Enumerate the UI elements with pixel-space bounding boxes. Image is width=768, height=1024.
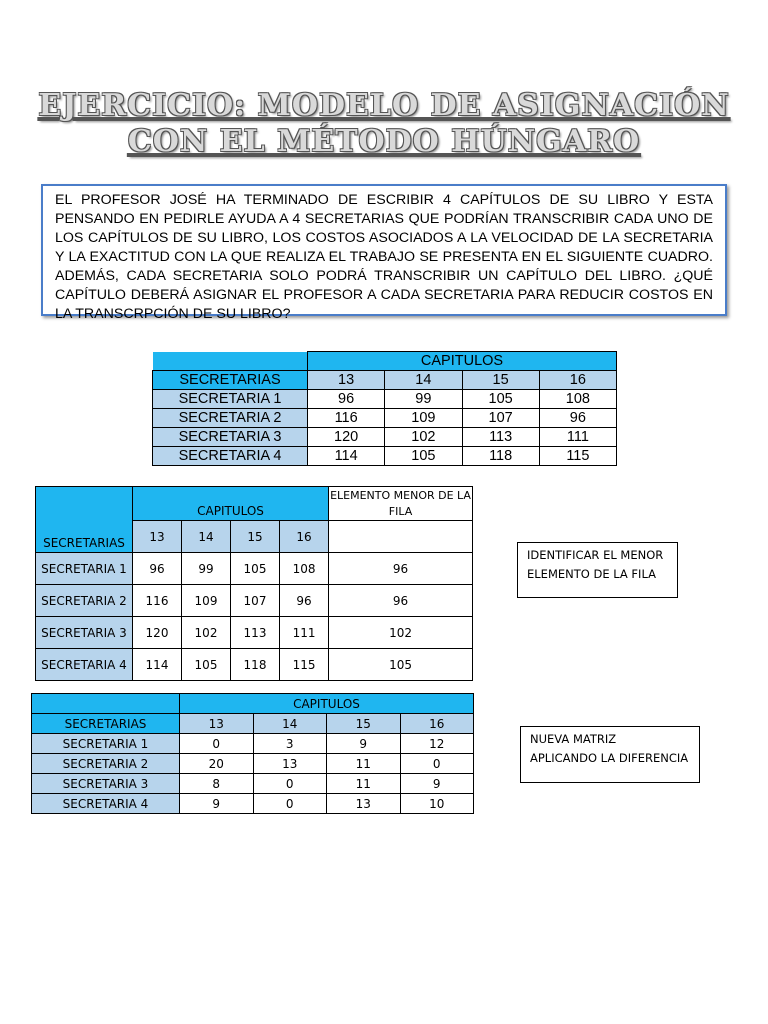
row-minimum: 105 xyxy=(329,649,473,681)
cell: 114 xyxy=(308,447,385,466)
cell: 114 xyxy=(133,649,182,681)
column-header: 13 xyxy=(133,521,182,553)
row-label: SECRETARIA 2 xyxy=(153,409,308,428)
cell: 11 xyxy=(327,774,401,794)
row-label: SECRETARIA 1 xyxy=(32,734,180,754)
cell: 109 xyxy=(182,585,231,617)
note-line: NUEVA MATRIZ xyxy=(530,732,617,746)
row-label: SECRETARIA 2 xyxy=(32,754,180,774)
cell: 96 xyxy=(308,390,385,409)
reduced-matrix-table xyxy=(31,693,474,814)
cell: 109 xyxy=(385,409,462,428)
cell: 120 xyxy=(308,428,385,447)
page-title xyxy=(0,88,768,160)
cost-table-corner xyxy=(153,352,308,371)
cell: 105 xyxy=(385,447,462,466)
cell: 11 xyxy=(327,754,401,774)
cell: 12 xyxy=(400,734,474,754)
cell: 108 xyxy=(539,390,616,409)
cell: 120 xyxy=(133,617,182,649)
problem-statement: EL PROFESOR JOSÉ HA TERMINADO DE ESCRIBIR 4 CAPÍTULOS DE SU LIBRO Y ESTA PENSANDO EN PEDIRLE AYUDA A 4 SECRETARIAS QUE PODRÍAN TRANSCRIBIR CADA UNO DE LOS CAPÍTULOS DE SU LIBRO, LOS COSTOS ASOCIADOS A LA VELOCIDAD DE LA SECRETARIA Y LA EXACTITUD CON LA QUE REALIZA EL TRABAJO SE PRESENTA EN EL SIGUIENTE CUADRO. ADEMÁS, CADA SECRETARIA SOLO PODRÁ TRANSCRIBIR UN CAPÍTULO DEL LIBRO. ¿QUÉ CAPÍTULO DEBERÁ ASIGNAR EL PROFESOR A CADA SECRETARIA PARA REDUCIR COSTOS EN LA TRANSCRPCIÓN DE SU LIBRO? xyxy=(41,184,727,316)
cell: 0 xyxy=(180,734,254,754)
cell: 108 xyxy=(280,553,329,585)
column-header: 14 xyxy=(253,714,327,734)
row-label: SECRETARIA 2 xyxy=(36,585,133,617)
column-header: 16 xyxy=(400,714,474,734)
cost-table xyxy=(152,351,617,466)
note-new-matrix xyxy=(520,726,700,783)
column-header: 16 xyxy=(280,521,329,553)
table-row xyxy=(32,794,474,814)
row-label: SECRETARIA 3 xyxy=(32,774,180,794)
cell: 0 xyxy=(400,754,474,774)
title-line-2: CON EL MÉTODO HÚNGARO xyxy=(127,124,641,159)
cell: 118 xyxy=(231,649,280,681)
cell: 115 xyxy=(539,447,616,466)
cell: 111 xyxy=(539,428,616,447)
note-identify-minimum xyxy=(517,542,678,598)
cell: 105 xyxy=(231,553,280,585)
cell: 118 xyxy=(462,447,539,466)
cell: 96 xyxy=(133,553,182,585)
row-label: SECRETARIA 3 xyxy=(36,617,133,649)
cell: 105 xyxy=(182,649,231,681)
column-header: 15 xyxy=(462,371,539,390)
row-minimum-table xyxy=(35,486,473,681)
cell: 13 xyxy=(327,794,401,814)
row-minimum-header: ELEMENTO MENOR DE LA FILA xyxy=(329,487,473,521)
column-header: 15 xyxy=(231,521,280,553)
row-label: SECRETARIA 4 xyxy=(153,447,308,466)
column-header: 14 xyxy=(385,371,462,390)
cell: 105 xyxy=(462,390,539,409)
cell: 113 xyxy=(231,617,280,649)
title-line-1: EJERCICIO: MODELO DE ASIGNACIÓN xyxy=(38,88,730,123)
cost-table-row-header: SECRETARIAS xyxy=(153,371,308,390)
note-line: ELEMENTO DE LA FILA xyxy=(527,567,656,581)
cell: 96 xyxy=(280,585,329,617)
cell: 116 xyxy=(133,585,182,617)
row-label: SECRETARIA 1 xyxy=(153,390,308,409)
cell: 9 xyxy=(180,794,254,814)
table-row xyxy=(153,390,617,409)
table-row xyxy=(36,617,473,649)
cell: 20 xyxy=(180,754,254,774)
cell: 8 xyxy=(180,774,254,794)
row-label: SECRETARIA 1 xyxy=(36,553,133,585)
row-minimum: 96 xyxy=(329,585,473,617)
cell: 99 xyxy=(385,390,462,409)
cell: 107 xyxy=(462,409,539,428)
column-header: 16 xyxy=(539,371,616,390)
cost-table-group-header: CAPITULOS xyxy=(308,352,617,371)
reduced-matrix-row-header: SECRETARIAS xyxy=(32,714,180,734)
column-header: 13 xyxy=(308,371,385,390)
table-row xyxy=(32,734,474,754)
row-label: SECRETARIA 3 xyxy=(153,428,308,447)
cell: 0 xyxy=(253,794,327,814)
cell: 115 xyxy=(280,649,329,681)
row-minimum: 96 xyxy=(329,553,473,585)
cell: 9 xyxy=(400,774,474,794)
cell: 96 xyxy=(539,409,616,428)
table-row xyxy=(36,585,473,617)
column-header: 14 xyxy=(182,521,231,553)
cell: 116 xyxy=(308,409,385,428)
cell: 102 xyxy=(182,617,231,649)
table-row xyxy=(36,553,473,585)
table-row xyxy=(153,409,617,428)
table-row xyxy=(36,649,473,681)
row-minimum-blank xyxy=(329,521,473,553)
row-label: SECRETARIA 4 xyxy=(36,649,133,681)
cell: 3 xyxy=(253,734,327,754)
column-header: 13 xyxy=(180,714,254,734)
cell: 107 xyxy=(231,585,280,617)
cell: 99 xyxy=(182,553,231,585)
table-row xyxy=(32,754,474,774)
cell: 13 xyxy=(253,754,327,774)
row-minimum: 102 xyxy=(329,617,473,649)
row-minimum-table-row-header: SECRETARIAS xyxy=(36,487,133,553)
row-label: SECRETARIA 4 xyxy=(32,794,180,814)
cell: 10 xyxy=(400,794,474,814)
reduced-matrix-group-header: CAPITULOS xyxy=(180,694,474,714)
table-row xyxy=(153,428,617,447)
column-header: 15 xyxy=(327,714,401,734)
note-line: APLICANDO LA DIFERENCIA xyxy=(530,751,689,765)
cell: 9 xyxy=(327,734,401,754)
row-minimum-table-group-header: CAPITULOS xyxy=(133,487,329,521)
cell: 111 xyxy=(280,617,329,649)
note-line: IDENTIFICAR EL MENOR xyxy=(527,548,664,562)
cell: 113 xyxy=(462,428,539,447)
table-row xyxy=(153,447,617,466)
cell: 0 xyxy=(253,774,327,794)
reduced-matrix-corner xyxy=(32,694,180,714)
table-row xyxy=(32,774,474,794)
cell: 102 xyxy=(385,428,462,447)
